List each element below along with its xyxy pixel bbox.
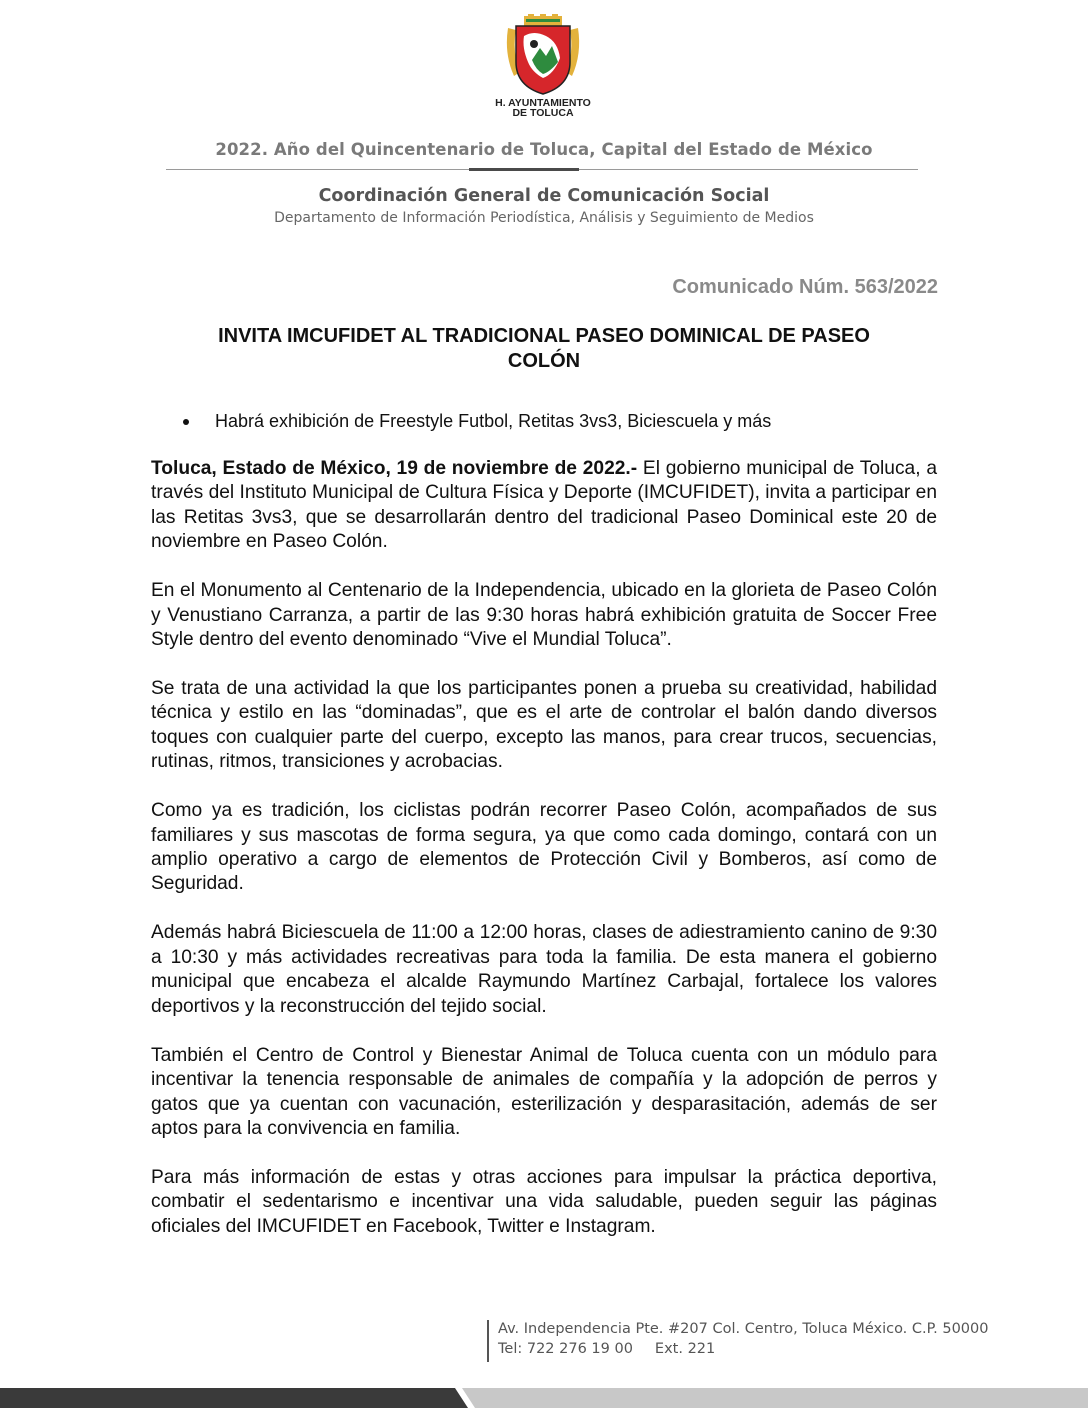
bullet-item xyxy=(183,411,771,432)
logo-line-1: H. AYUNTAMIENTO xyxy=(495,97,591,109)
press-release-body xyxy=(151,457,937,1264)
paragraph-1-text: El gobierno municipal de Toluca, a través del Instituto Municipal de Cultura Física y Deporte (IMCUFIDET), invita a participar en las Retitas 3vs3, que se desarrollarán dentro del tradicional Paseo Dominical este 20 de noviembre en Paseo Colón. xyxy=(151,458,937,553)
logo-line-2: DE TOLUCA xyxy=(512,107,574,119)
headline: INVITA IMCUFIDET AL TRADICIONAL PASEO DOMINICAL DE PASEO COLÓN xyxy=(218,325,870,372)
footer-address: Av. Independencia Pte. #207 Col. Centro, Toluca México. C.P. 50000 xyxy=(498,1321,989,1337)
dateline: Toluca, Estado de México, 19 de noviembre de 2022.- xyxy=(151,458,638,479)
department-main: Coordinación General de Comunicación Social xyxy=(318,186,770,206)
paragraph-7: Para más información de estas y otras acciones para impulsar la práctica deportiva, combatir el sedentarismo e incentivar una vida saludable, pueden seguir las páginas oficiales del IMCUFIDET en Facebook, Twitter e Instagram. xyxy=(151,1166,937,1237)
logo-caption xyxy=(484,98,602,118)
paragraph-4: Como ya es tradición, los ciclistas podrán recorrer Paseo Colón, acompañados de sus familiares y sus mascotas de forma segura, ya que como cada domingo, contará con un amplio operativo a cargo de elementos de Protección Civil y Bomberos, así como de Seguridad. xyxy=(151,800,937,895)
paragraph-2: En el Monumento al Centenario de la Independencia, ubicado en la glorieta de Paseo Colón y Venustiano Carranza, a partir de las 9:30 horas habrá exhibición gratuita de Soccer Free Style dentro del evento denominado “Vive el Mundial Toluca”. xyxy=(151,580,937,651)
communique-number: Comunicado Núm. 563/2022 xyxy=(672,276,938,298)
footer-tel: Tel: 722 276 19 00 xyxy=(498,1341,633,1357)
footer-ext: Ext. 221 xyxy=(654,1341,716,1357)
footer-divider xyxy=(487,1320,489,1362)
paragraph-6: También el Centro de Control y Bienestar Animal de Toluca cuenta con un módulo para incentivar la tenencia responsable de animales de compañía y la adopción de perros y gatos que ya cuentan con vacunación, esterilización y desparasitación, además de ser aptos para la convivencia en familia. xyxy=(151,1044,937,1139)
bullet-text: Habrá exhibición de Freestyle Futbol, Retitas 3vs3, Biciescuela y más xyxy=(215,411,772,431)
header-rule-accent xyxy=(469,168,579,171)
footer-phone xyxy=(498,1341,715,1357)
toluca-coat-of-arms-icon xyxy=(504,14,582,98)
bullet-dot-icon xyxy=(183,419,189,425)
department-sub: Departamento de Información Periodística, Análisis y Seguimiento de Medios xyxy=(274,210,814,226)
year-banner: 2022. Año del Quincentenario de Toluca, Capital del Estado de México xyxy=(215,140,873,159)
paragraph-1 xyxy=(151,457,937,555)
bottom-stripe xyxy=(0,1388,1088,1408)
paragraph-5: Además habrá Biciescuela de 11:00 a 12:00 horas, clases de adiestramiento canino de 9:30 a 10:30 y más actividades recreativas para toda la familia. De esta manera el gobierno municipal que encabeza el alcalde Raymundo Martínez Carbajal, fortalece los valores deportivos y la reconstrucción del tejido social. xyxy=(151,922,937,1017)
toluca-logo xyxy=(484,14,602,122)
paragraph-3: Se trata de una actividad la que los participantes ponen a prueba su creatividad, habilidad técnica y estilo en las “dominadas”, que es el arte de controlar el balón dando diversos toques con cualquier parte del cuerpo, excepto las manos, para crear trucos, secuencias, rutinas, ritmos, transiciones y acrobacias. xyxy=(151,678,937,773)
